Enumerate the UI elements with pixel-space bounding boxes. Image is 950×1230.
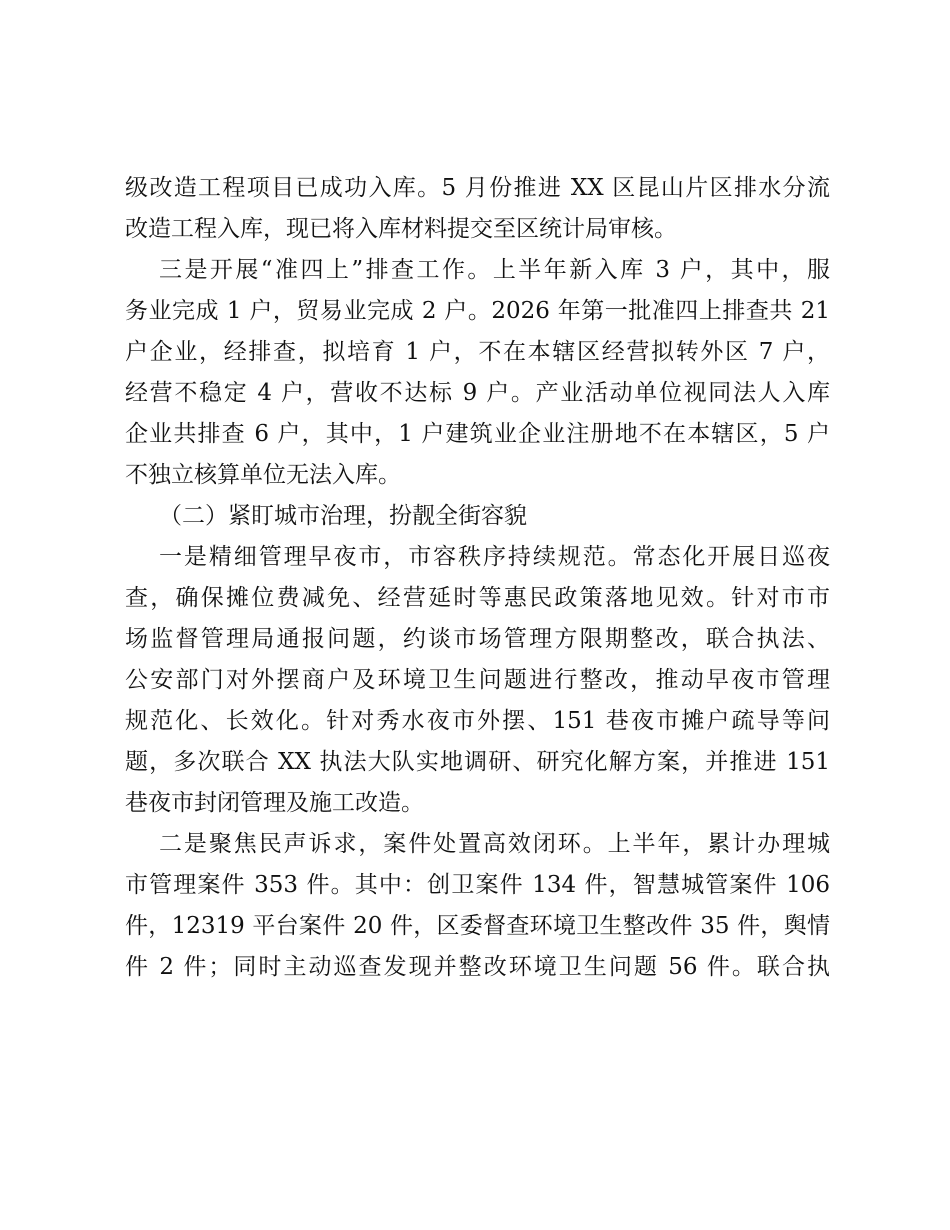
text-line: 务业完成 1 户，贸易业完成 2 户。2026 年第一批准四上排查共 21 (125, 298, 830, 324)
heading-text: （二）紧盯城市治理，扮靓全街容貌 (159, 503, 527, 529)
text-line: 一是精细管理早夜市，市容秩序持续规范。常态化开展日巡夜 (159, 544, 830, 570)
paragraph (125, 168, 830, 250)
text-line: 户企业，经排查，拟培育 1 户，不在本辖区经营拟转外区 7 户， (125, 339, 830, 365)
text-line: 公安部门对外摆商户及环境卫生问题进行整改，推动早夜市管理 (125, 667, 830, 693)
document-body (125, 168, 830, 988)
text-line: 场监督管理局通报问题，约谈市场管理方限期整改，联合执法、 (125, 626, 830, 652)
paragraph (125, 824, 830, 988)
text-line: 不独立核算单位无法入库。 (125, 462, 401, 488)
text-line: 三是开展“准四上”排查工作。上半年新入库 3 户，其中，服 (159, 257, 830, 283)
text-line: 企业共排查 6 户，其中，1 户建筑业企业注册地不在本辖区，5 户 (125, 421, 830, 447)
text-line: 规范化、长效化。针对秀水夜市外摆、151 巷夜市摊户疏导等问 (125, 708, 830, 734)
section-heading (125, 496, 830, 537)
text-line: 题，多次联合 XX 执法大队实地调研、研究化解方案，并推进 151 (125, 749, 830, 775)
paragraph (125, 250, 830, 496)
text-line: 件 2 件；同时主动巡查发现并整改环境卫生问题 56 件。联合执 (125, 954, 830, 980)
text-line: 经营不稳定 4 户，营收不达标 9 户。产业活动单位视同法人入库 (125, 380, 830, 406)
text-line: 市管理案件 353 件。其中：创卫案件 134 件，智慧城管案件 106 (125, 872, 830, 898)
text-line: 二是聚焦民声诉求，案件处置高效闭环。上半年，累计办理城 (159, 831, 830, 857)
text-line: 改造工程入库，现已将入库材料提交至区统计局审核。 (125, 216, 677, 242)
paragraph (125, 537, 830, 824)
text-line: 查，确保摊位费减免、经营延时等惠民政策落地见效。针对市市 (125, 585, 830, 611)
text-line: 件，12319 平台案件 20 件，区委督查环境卫生整改件 35 件，舆情 (125, 913, 830, 939)
text-line: 巷夜市封闭管理及施工改造。 (125, 790, 424, 816)
text-line: 级改造工程项目已成功入库。5 月份推进 XX 区昆山片区排水分流 (125, 175, 830, 201)
